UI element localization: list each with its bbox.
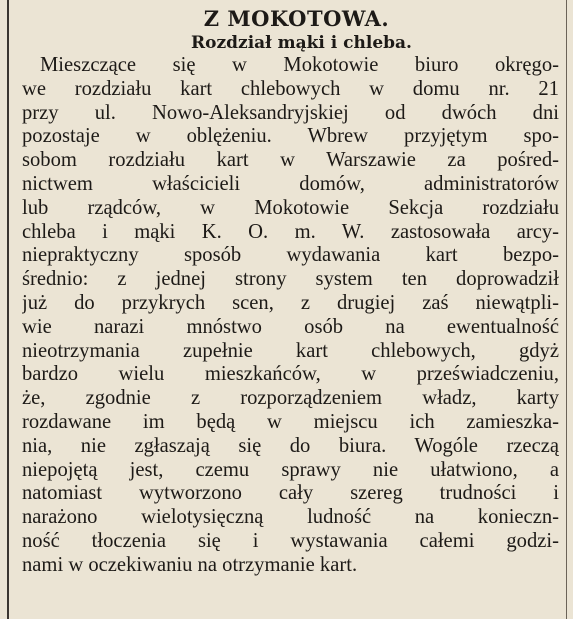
article-line: sobom rozdziału kart w Warszawie za pośred- — [22, 149, 559, 172]
article-line: średnio: z jednej strony system ten doprowadził — [22, 268, 559, 291]
article-line: chleba i mąki K. O. m. W. zastosowała arcy- — [22, 220, 559, 243]
article-line: we rozdziału kart chlebowych w domu nr. 21 — [22, 77, 559, 100]
article-line: ność tłoczenia się i wystawania całemi godzi- — [22, 529, 559, 552]
article-line: nia, nie zgłaszają się do biura. Wogóle rzeczą — [22, 434, 559, 457]
article-line: bardzo wielu mieszkańców, w przeświadczeniu, — [22, 363, 559, 386]
article-line: niepraktyczny sposób wydawania kart bezpo- — [22, 244, 559, 267]
column-rule-left — [7, 0, 9, 619]
article-line: pozostaje w oblężeniu. Wbrew przyjętym spo- — [22, 125, 559, 148]
article-subheadline: Rozdział mąki i chleba. — [191, 33, 412, 53]
article-line: wie narazi mnóstwo osób na ewentualność — [22, 315, 559, 338]
article-line: rozdawane im będą w miejscu ich zamieszka- — [22, 410, 559, 433]
article-body — [22, 54, 559, 578]
article-line: niepojętą jest, czemu sprawy nie ułatwiono, a — [22, 458, 559, 481]
article-line: nami w oczekiwaniu na otrzymanie kart. — [22, 553, 358, 576]
article-line: już do przykrych scen, z drugiej zaś niewątpli- — [22, 291, 559, 314]
article-line: narażono wielotysięczną ludność na konieczn- — [22, 506, 559, 529]
article-line: nictwem właścicieli domów, administratorów — [22, 172, 559, 195]
column-rule-right — [566, 0, 567, 619]
article-line: nieotrzymania zupełnie kart chlebowych, gdyż — [22, 339, 559, 362]
article-headline: Z MOKOTOWA. — [203, 6, 390, 31]
article-line: że, zgodnie z rozporządzeniem władz, karty — [22, 387, 559, 410]
article — [22, 6, 559, 578]
article-line: przy ul. Nowo-Aleksandryjskiej od dwóch dni — [22, 101, 559, 124]
article-line: natomiast wytworzono cały szereg trudności i — [22, 482, 559, 505]
article-line: Mieszczące się w Mokotowie biuro okręgo- — [40, 54, 559, 76]
article-line: lub rządców, w Mokotowie Sekcja rozdziału — [22, 196, 559, 219]
